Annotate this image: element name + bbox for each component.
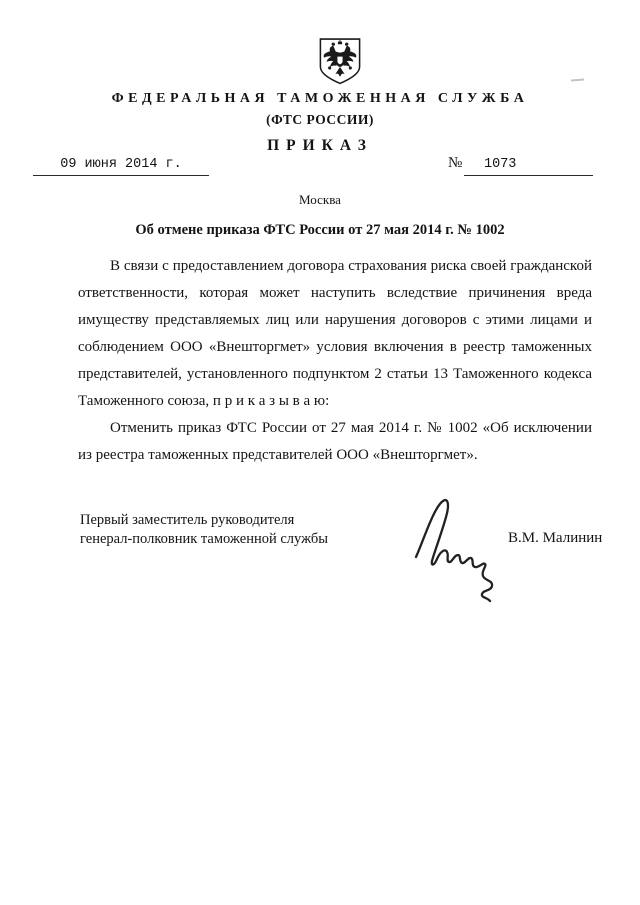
organization-name: ФЕДЕРАЛЬНАЯ ТАМОЖЕННАЯ СЛУЖБА — [111, 91, 529, 106]
signer-position — [80, 511, 328, 549]
signer-position-line1: Первый заместитель руководителя — [80, 512, 295, 528]
document-type-heading: ПРИКАЗ — [267, 137, 373, 154]
coat-of-arms-icon — [314, 37, 366, 86]
order-number: 1073 — [464, 157, 593, 176]
document-body — [78, 253, 592, 469]
city-label: Москва — [299, 192, 341, 207]
order-date: 09 июня 2014 г. — [33, 157, 209, 176]
scan-artifact-mark — [571, 79, 584, 82]
signer-name: В.М. Малинин — [508, 530, 603, 546]
body-paragraph-2: Отменить приказ ФТС России от 27 мая 2014 г. № 1002 «Об исключении из реестра таможенных представителей ООО «Внешторгмет». — [78, 420, 592, 463]
body-paragraph-1: В связи с предоставлением договора страхования риска своей гражданской ответственности, которая может наступить вследствие причинения вреда имуществу представляемых лиц или нарушения договоров с этими лицами и соблюдением ООО «Внешторгмет» условия включения в реестр таможенных представителей, установленного подпунктом 2 статьи 13 Таможенного кодекса Таможенного союза, п р и к а з ы в а ю: — [78, 258, 592, 409]
organization-abbreviation: (ФТС РОССИИ) — [266, 112, 374, 127]
signer-position-line2: генерал-полковник таможенной службы — [80, 531, 329, 547]
handwritten-signature — [410, 495, 505, 607]
document-title: Об отмене приказа ФТС России от 27 мая 2014 г. № 1002 — [135, 222, 505, 238]
number-sign: № — [448, 155, 463, 171]
